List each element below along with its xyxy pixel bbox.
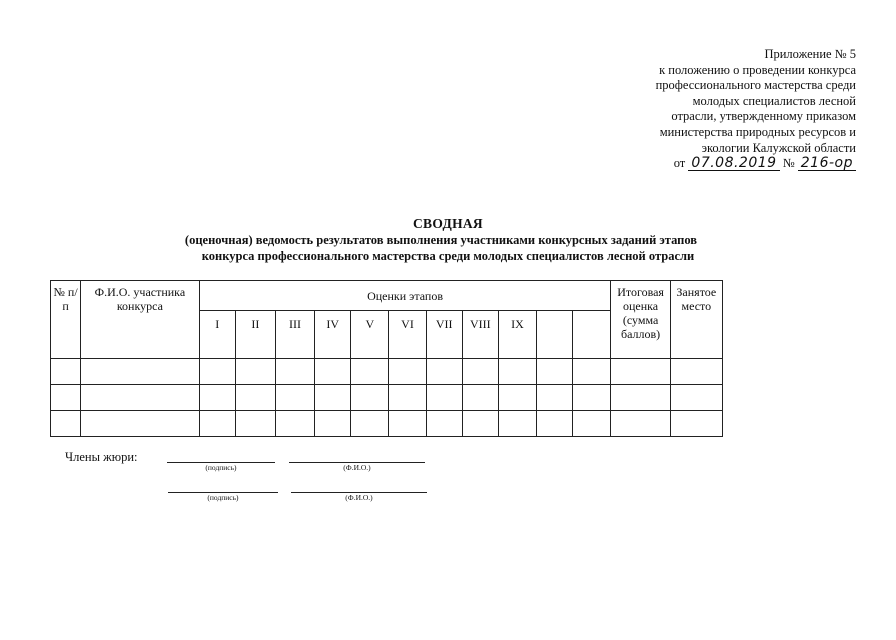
stage-header: IV — [315, 311, 351, 359]
header-total-score: Итоговая оценка (сумма баллов) — [611, 281, 670, 359]
table-cell — [670, 411, 722, 437]
signature-caption: (подпись) — [205, 463, 237, 472]
table-cell — [315, 385, 351, 411]
handwritten-date: 07.08.2019 — [688, 157, 779, 171]
table-cell — [498, 411, 536, 437]
stage-header: VI — [389, 311, 426, 359]
table-cell — [199, 411, 235, 437]
results-table — [50, 280, 723, 437]
header-number: № п/п — [51, 281, 81, 359]
stage-header: VII — [426, 311, 462, 359]
name-slot — [291, 492, 427, 502]
table-cell — [537, 385, 573, 411]
table-cell — [81, 411, 200, 437]
signature-slot — [168, 492, 278, 502]
table-cell — [498, 359, 536, 385]
annex-block — [596, 47, 856, 172]
table-cell — [389, 385, 426, 411]
table-cell — [351, 359, 389, 385]
stage-header: IX — [498, 311, 536, 359]
title-main: СВОДНАЯ — [413, 216, 483, 231]
table-cell — [389, 411, 426, 437]
table-cell — [426, 385, 462, 411]
annex-line: министерства природных ресурсов и — [659, 124, 856, 139]
table-cell — [315, 411, 351, 437]
header-stage-scores: Оценки этапов — [199, 281, 611, 311]
date-prefix: от — [673, 156, 686, 171]
table-row — [51, 359, 723, 385]
table-cell — [462, 385, 498, 411]
stage-header — [573, 311, 611, 359]
table-cell — [537, 359, 573, 385]
annex-line: Приложение № 5 — [764, 47, 856, 61]
document-title — [0, 216, 896, 264]
table-cell — [573, 411, 611, 437]
table-cell — [670, 359, 722, 385]
table-cell — [81, 359, 200, 385]
name-caption: (Ф.И.О.) — [345, 493, 373, 502]
table-cell — [611, 411, 670, 437]
table-cell — [462, 359, 498, 385]
table-cell — [611, 359, 670, 385]
table-cell — [611, 385, 670, 411]
jury-label: Члены жюри: — [65, 450, 138, 464]
annex-line: молодых специалистов лесной — [692, 93, 856, 108]
table-cell — [235, 359, 275, 385]
table-cell — [199, 385, 235, 411]
stage-header: V — [351, 311, 389, 359]
signature-slot — [167, 462, 275, 472]
name-slot — [289, 462, 425, 472]
annex-line: к положению о проведении конкурса — [659, 62, 856, 77]
table-cell — [275, 385, 314, 411]
table-cell — [51, 385, 81, 411]
order-date-line — [674, 156, 856, 172]
table-cell — [199, 359, 235, 385]
table-cell — [275, 359, 314, 385]
number-prefix: № — [782, 156, 795, 171]
table-cell — [498, 385, 536, 411]
handwritten-order-number: 216-ор — [798, 157, 856, 171]
header-participant-name: Ф.И.О. участника конкурса — [81, 281, 200, 359]
table-cell — [426, 359, 462, 385]
table-row — [51, 385, 723, 411]
annex-line: отрасли, утвержденному приказом — [671, 109, 856, 124]
table-cell — [235, 411, 275, 437]
table-cell — [235, 385, 275, 411]
stage-header: III — [275, 311, 314, 359]
table-cell — [81, 385, 200, 411]
table-cell — [351, 411, 389, 437]
annex-line: профессионального мастерства среди — [655, 78, 856, 93]
title-subtitle-2: конкурса профессионального мастерства среди молодых специалистов лесной отрасли — [201, 249, 695, 263]
table-cell — [315, 359, 351, 385]
table-cell — [51, 359, 81, 385]
table-row — [51, 411, 723, 437]
annex-line: экологии Калужской области — [701, 140, 856, 155]
table-cell — [389, 359, 426, 385]
table-cell — [275, 411, 314, 437]
table-cell — [573, 359, 611, 385]
table-cell — [426, 411, 462, 437]
stage-header: II — [235, 311, 275, 359]
name-caption: (Ф.И.О.) — [343, 463, 371, 472]
table-cell — [462, 411, 498, 437]
stage-header: VIII — [462, 311, 498, 359]
stage-header — [537, 311, 573, 359]
table-cell — [573, 385, 611, 411]
header-place: Занятое место — [670, 281, 722, 359]
table-cell — [351, 385, 389, 411]
table-cell — [51, 411, 81, 437]
signature-caption: (подпись) — [207, 493, 239, 502]
title-subtitle-1: (оценочная) ведомость результатов выполнения участниками конкурсных заданий этапов — [184, 233, 698, 247]
table-cell — [537, 411, 573, 437]
stage-header: I — [199, 311, 235, 359]
table-cell — [670, 385, 722, 411]
